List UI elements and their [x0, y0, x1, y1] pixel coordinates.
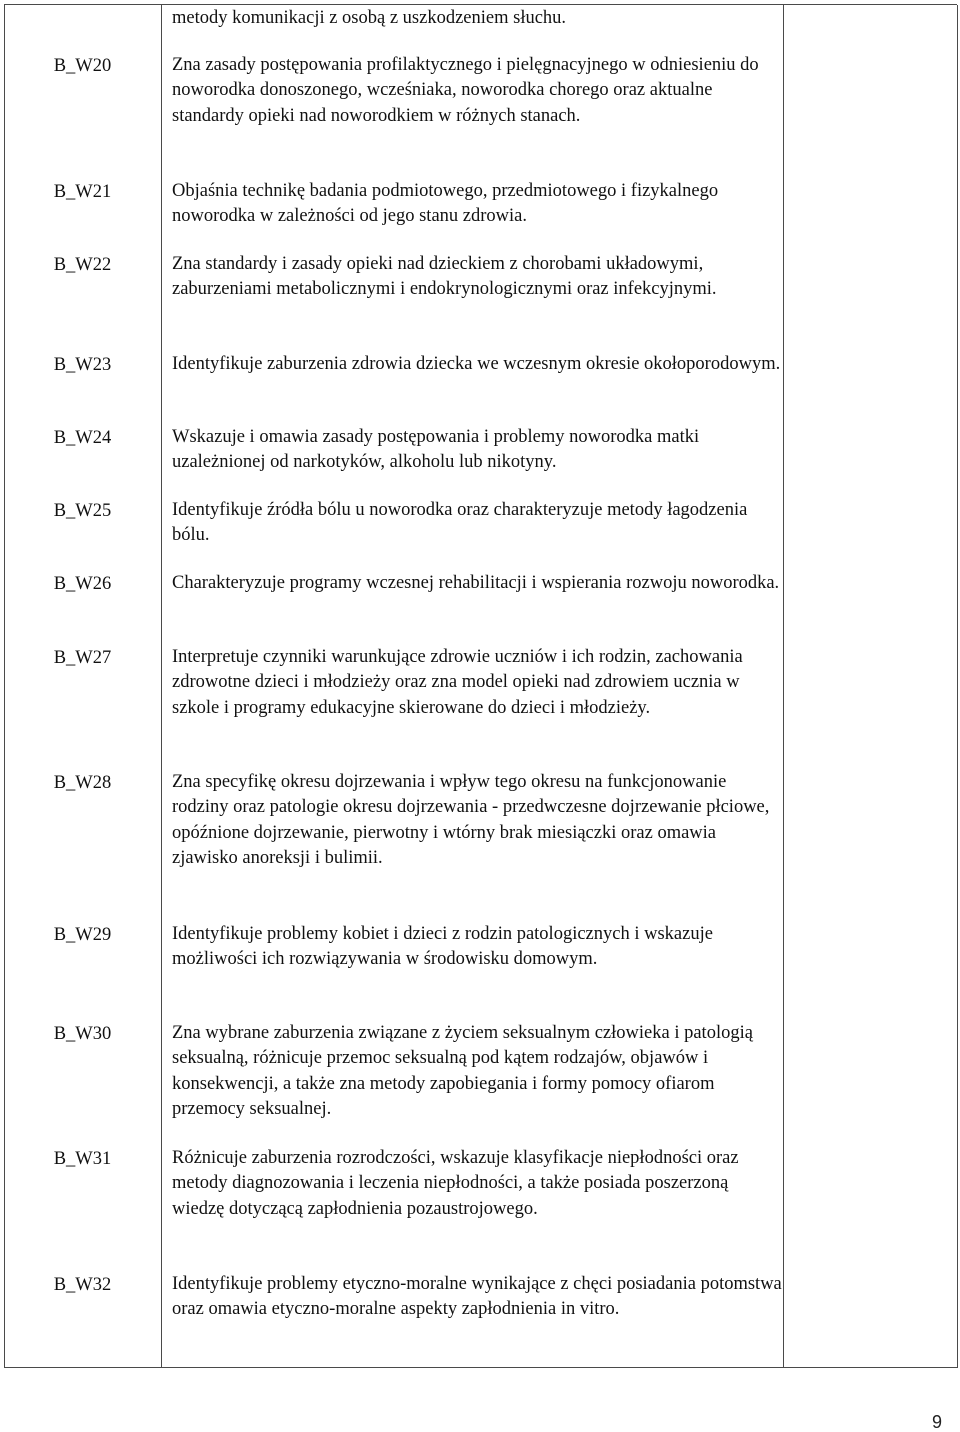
row-description: Identyfikuje źródła bólu u noworodka oraz charakteryzuje metody łagodzenia bólu.: [172, 500, 748, 546]
row-code: B_W28: [53, 773, 112, 793]
row-description: Zna zasady postępowania profilaktycznego i pielęgnacyjnego w odniesieniu do noworodka donoszonego, wcześniaka, noworodka chorego oraz aktualne standardy opieki nad noworodkiem w różnych stanach.: [172, 55, 759, 126]
row-code: B_W27: [53, 648, 112, 668]
row-description: Identyfikuje zaburzenia zdrowia dziecka we wczesnym okresie okołoporodowym.: [172, 354, 781, 374]
continuation-text: metody komunikacji z osobą z uszkodzeniem słuchu.: [172, 8, 567, 28]
row-description: Identyfikuje problemy etyczno-moralne wynikające z chęci posiadania potomstwa oraz omawia etyczno-moralne aspekty zapłodnienia in vitro.: [172, 1274, 782, 1320]
row-code: B_W25: [53, 501, 112, 521]
row-code: B_W22: [53, 255, 112, 275]
row-description: Objaśnia technikę badania podmiotowego, przedmiotowego i fizykalnego noworodka w zależności od jego stanu zdrowia.: [172, 181, 719, 227]
row-code: B_W21: [53, 182, 112, 202]
row-code: B_W31: [53, 1149, 112, 1169]
competency-table: [4, 4, 957, 1368]
row-description: Zna specyfikę okresu dojrzewania i wpływ tego okresu na funkcjonowanie rodziny oraz patologie okresu dojrzewania - przedwczesne dojrzewanie płciowe, opóźnione dojrzewanie, pierwotny i wtórny brak miesiączki oraz omawia zjawisko anoreksji i bulimii.: [172, 772, 770, 869]
row-code: B_W32: [53, 1275, 112, 1295]
row-description: Zna standardy i zasady opieki nad dzieckiem z chorobami układowymi, zaburzeniami metabolicznymi i endokrynologicznymi oraz infekcyjnymi.: [172, 254, 717, 300]
row-code: B_W26: [53, 574, 112, 594]
row-description: Interpretuje czynniki warunkujące zdrowie uczniów i ich rodzin, zachowania zdrowotne dzieci i młodzieży oraz zna model opieki nad zdrowiem ucznia w szkole i programy edukacyjne skierowane do dzieci i młodzieży.: [172, 647, 743, 718]
row-description: Charakteryzuje programy wczesnej rehabilitacji i wspierania rozwoju noworodka.: [172, 573, 780, 593]
row-description: Identyfikuje problemy kobiet i dzieci z rodzin patologicznych i wskazuje możliwości ich rozwiązywania w środowisku domowym.: [172, 924, 713, 970]
empty-column: [784, 5, 958, 1368]
row-description: Różnicuje zaburzenia rozrodczości, wskazuje klasyfikacje niepłodności oraz metody diagnozowania i leczenia niepłodności, a także posiada poszerzoną wiedzę dotyczącą zapłodnienia pozaustrojowego.: [172, 1148, 739, 1219]
row-code: B_W24: [53, 428, 112, 448]
row-code: B_W23: [53, 355, 112, 375]
row-description: Zna wybrane zaburzenia związane z życiem seksualnym człowieka i patologią seksualną, różnicuje przemoc seksualną pod kątem rodzajów, objawów i konsekwencji, a także zna metody zapobiegania i formy pomocy ofiarom przemocy seksualnej.: [172, 1023, 753, 1120]
row-code: B_W30: [53, 1024, 112, 1044]
row-description: Wskazuje i omawia zasady postępowania i problemy noworodka matki uzależnionej od narkotyków, alkoholu lub nikotyny.: [172, 427, 700, 473]
row-code: B_W29: [53, 925, 112, 945]
page-number: 9: [931, 1412, 942, 1432]
row-code: B_W20: [53, 56, 112, 76]
